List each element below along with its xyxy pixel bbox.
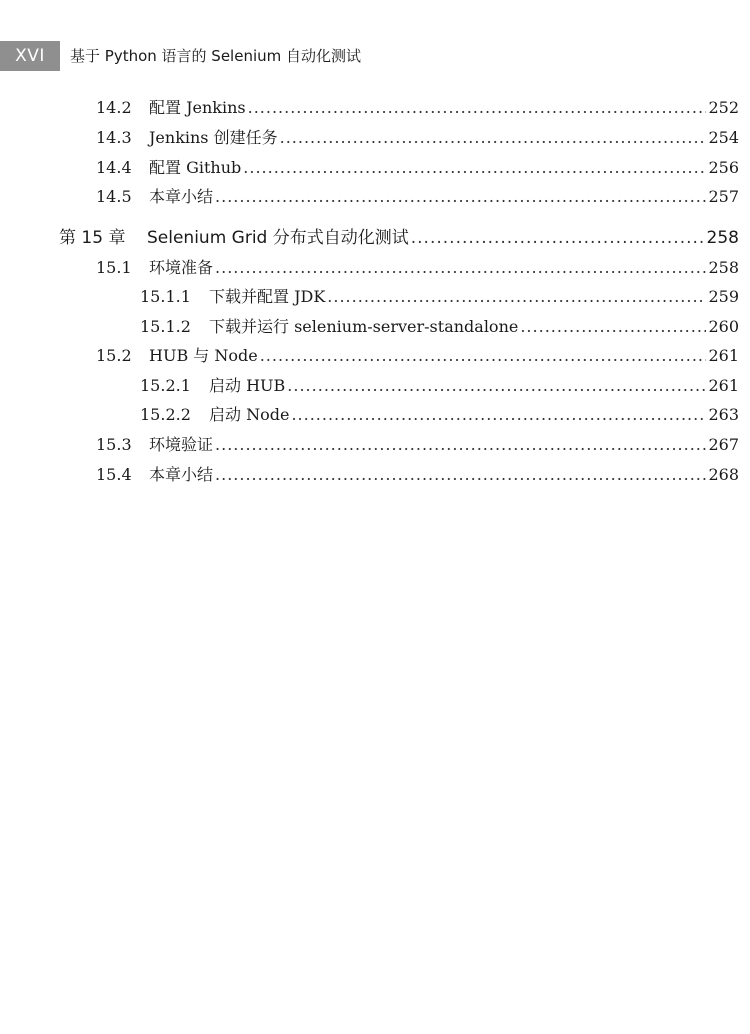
dot-leader <box>215 185 706 209</box>
toc-entry-title: HUB 与 Node <box>149 346 258 365</box>
toc-entry <box>96 156 739 180</box>
dot-leader <box>260 344 707 368</box>
toc-entry <box>96 96 739 120</box>
toc-entry <box>96 126 739 150</box>
toc-entry-title: 下载并运行 selenium-server-standalone <box>209 317 519 336</box>
toc-entry-page: 254 <box>708 128 739 147</box>
toc-entry-title: 本章小结 <box>149 465 214 484</box>
toc-entry <box>140 374 739 398</box>
toc-chapter-number: 第 15 章 <box>59 228 126 248</box>
dot-leader <box>280 126 707 150</box>
toc-entry-number: 15.3 <box>96 435 132 454</box>
dot-leader <box>215 463 706 487</box>
toc-entry-page: 261 <box>708 346 739 365</box>
toc-entry <box>96 433 739 457</box>
toc-entry-page: 267 <box>708 435 739 454</box>
dot-leader <box>248 96 707 120</box>
toc-entry <box>96 256 739 280</box>
toc-entry <box>96 463 739 487</box>
toc-entry-page: 261 <box>708 376 739 395</box>
toc-entry-title: 环境验证 <box>149 435 214 454</box>
dot-leader <box>291 403 706 427</box>
toc-entry-title: 启动 HUB <box>209 376 286 395</box>
toc-chapter-entry <box>59 226 739 250</box>
toc-entry <box>140 285 739 309</box>
toc-entry <box>140 315 739 339</box>
toc-entry-title: 配置 Jenkins <box>149 98 246 117</box>
dot-leader <box>327 285 706 309</box>
toc-entry-page: 268 <box>708 465 739 484</box>
toc-chapter-page: 258 <box>706 228 739 248</box>
toc-chapter-title: Selenium Grid 分布式自动化测试 <box>147 228 409 248</box>
toc-entry-title: 启动 Node <box>209 405 290 424</box>
toc-entry-page: 259 <box>708 287 739 306</box>
toc-entry-number: 15.1 <box>96 258 132 277</box>
toc-entry-title: Jenkins 创建任务 <box>149 128 278 147</box>
toc-entry-page: 252 <box>708 98 739 117</box>
toc-entry-number: 14.2 <box>96 98 132 117</box>
toc-entry-number: 15.2 <box>96 346 132 365</box>
page-number-badge: XVI <box>0 41 60 71</box>
toc-entry-number: 14.3 <box>96 128 132 147</box>
toc-entry-number: 15.2.1 <box>140 376 191 395</box>
toc-entry-page: 260 <box>708 317 739 336</box>
dot-leader <box>520 315 706 339</box>
toc-entry <box>96 185 739 209</box>
dot-leader <box>411 226 705 250</box>
toc-entry-title: 本章小结 <box>149 187 214 206</box>
toc-entry-page: 263 <box>708 405 739 424</box>
toc-entry-title: 下载并配置 JDK <box>209 287 326 306</box>
toc-entry-page: 256 <box>708 158 739 177</box>
dot-leader <box>287 374 706 398</box>
toc-entry-title: 环境准备 <box>149 258 214 277</box>
dot-leader <box>215 433 706 457</box>
running-header <box>0 41 750 71</box>
toc-entry-number: 15.1.2 <box>140 317 191 336</box>
toc-entry-number: 14.4 <box>96 158 132 177</box>
dot-leader <box>243 156 706 180</box>
toc-entry-title: 配置 Github <box>149 158 242 177</box>
toc-entry <box>96 344 739 368</box>
toc-entry-page: 257 <box>708 187 739 206</box>
toc-entry-number: 14.5 <box>96 187 132 206</box>
toc-entry <box>140 403 739 427</box>
toc-entry-number: 15.4 <box>96 465 132 484</box>
dot-leader <box>215 256 706 280</box>
book-title: 基于 Python 语言的 Selenium 自动化测试 <box>70 47 362 65</box>
toc-entry-number: 15.2.2 <box>140 405 191 424</box>
toc-entry-number: 15.1.1 <box>140 287 191 306</box>
toc-entry-page: 258 <box>708 258 739 277</box>
